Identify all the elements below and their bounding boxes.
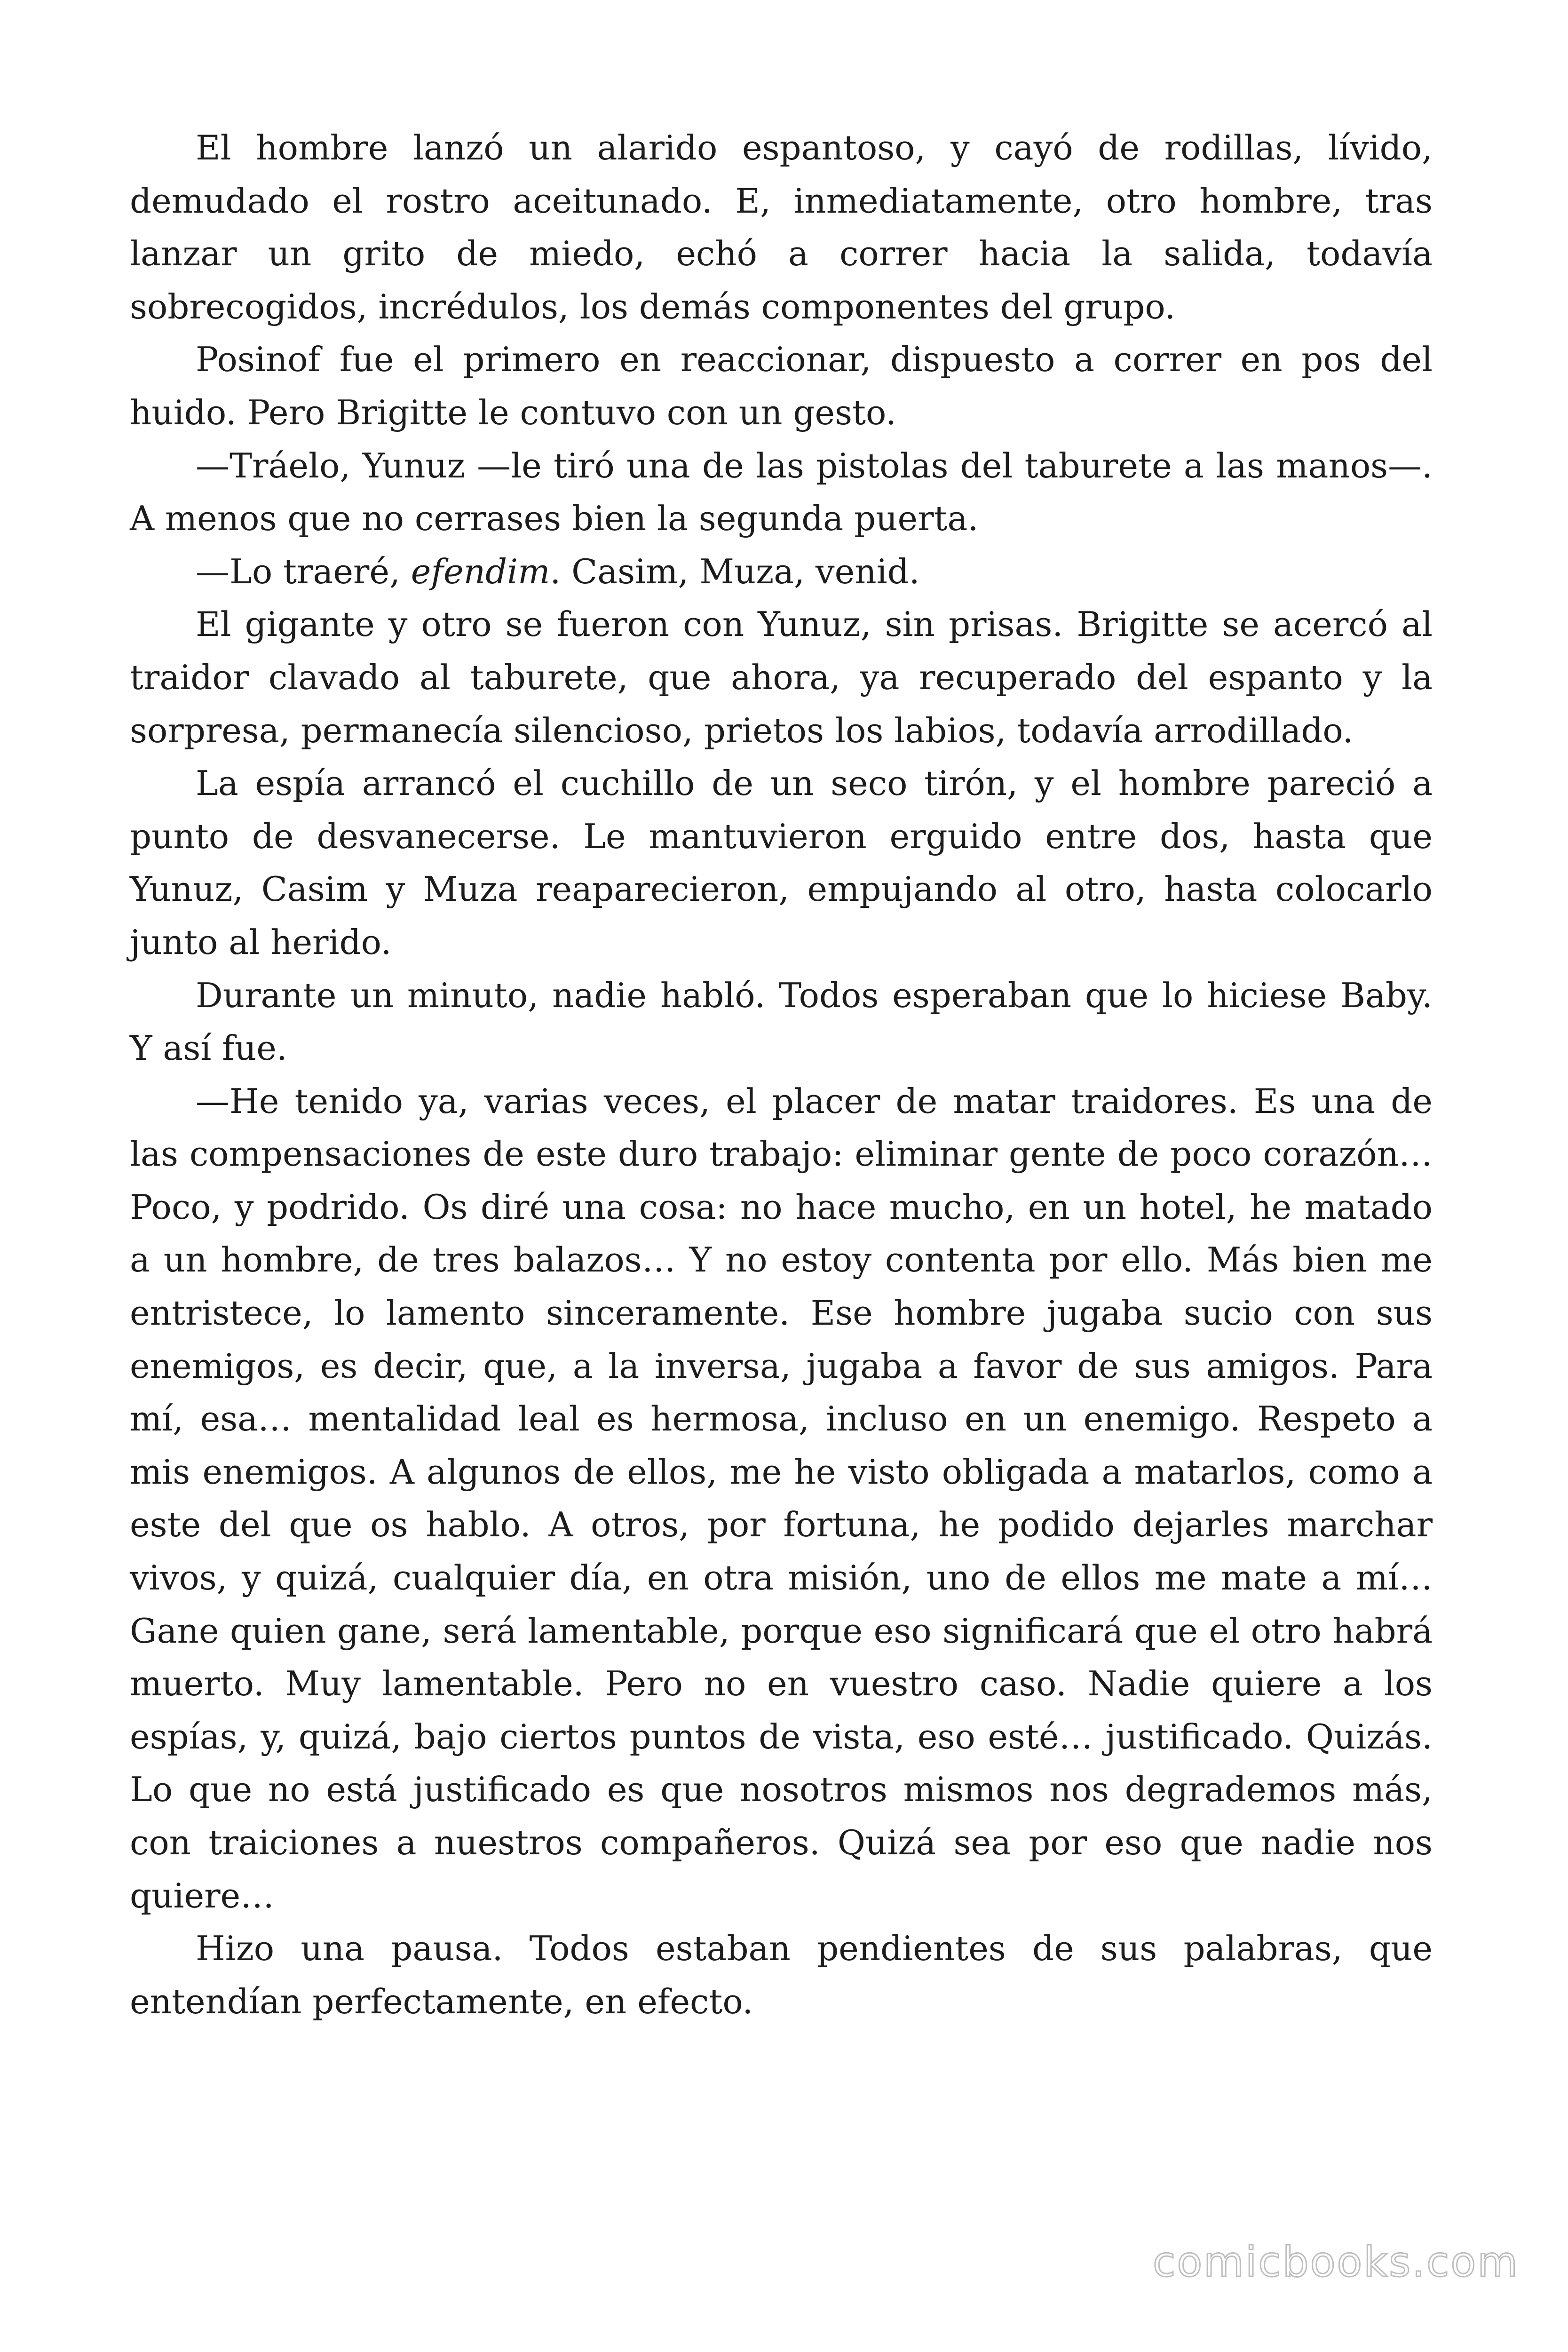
paragraph-4	[130, 545, 1433, 598]
page-text	[130, 121, 1433, 2028]
paragraph-9: Hizo una pausa. Todos estaban pendientes de sus palabras, que entendían perfectamente, en efecto.	[130, 1929, 1433, 2021]
paragraph-4-before: —Lo traeré,	[196, 551, 411, 591]
paragraph-4-after: . Casim, Muza, venid.	[550, 551, 920, 591]
paragraph-1: El hombre lanzó un alarido espantoso, y cayó de rodillas, lívido, demudado el rostro aceitunado. E, inmediatamente, otro hombre, tras lanzar un grito de miedo, echó a correr hacia la salida, todavía sobrecogidos, incrédulos, los demás componentes del grupo.	[130, 128, 1433, 326]
paragraph-5: El gigante y otro se fueron con Yunuz, sin prisas. Brigitte se acercó al traidor clavado al taburete, que ahora, ya recuperado del espanto y la sorpresa, permanecía silencioso, prietos los labios, todavía arrodillado.	[130, 604, 1433, 750]
paragraph-3: —Tráelo, Yunuz —le tiró una de las pistolas del taburete a las manos—. A menos que no cerrases bien la segunda puerta.	[130, 445, 1433, 539]
paragraph-7: Durante un minuto, nadie habló. Todos esperaban que lo hiciese Baby. Y así fue.	[130, 975, 1433, 1068]
paragraph-8: —He tenido ya, varias veces, el placer de matar traidores. Es una de las compensaciones de este duro trabajo: eliminar gente de poco corazón… Poco, y podrido. Os diré una cosa: no hace mucho, en un hotel, he matado a un hombre, de tres balazos… Y no estoy contenta por ello. Más bien me entristece, lo lamento sinceramente. Ese hombre jugaba sucio con sus enemigos, es decir, que, a la inversa, jugaba a favor de sus amigos. Para mí, esa… mentalidad leal es hermosa, incluso en un enemigo. Respeto a mis enemigos. A algunos de ellos, me he visto obligada a matarlos, como a este del que os hablo. A otros, por fortuna, he podido dejarles marchar vivos, y quizá, cualquier día, en otra misión, uno de ellos me mate a mí… Gane quien gane, será lamentable, porque eso significará que el otro habrá muerto. Muy lamentable. Pero no en vuestro caso. Nadie quiere a los espías, y, quizá, bajo ciertos puntos de vista, eso esté… justificado. Quizás. Lo que no está justificado es que nosotros mismos nos degrademos más, con traiciones a nuestros compañeros. Quizá sea por eso que nadie nos quiere…	[130, 1081, 1433, 1915]
paragraph-2: Posinof fue el primero en reaccionar, dispuesto a correr en pos del huido. Pero Brigitte le contuvo con un gesto.	[130, 340, 1433, 432]
paragraph-6: La espía arrancó el cuchillo de un seco tirón, y el hombre pareció a punto de desvanecerse. Le mantuvieron erguido entre dos, hasta que Yunuz, Casim y Muza reaparecieron, empujando al otro, hasta colocarlo junto al herido.	[130, 763, 1433, 962]
watermark: comicbooks.com	[1152, 2238, 1519, 2286]
paragraph-4-emphasis: efendim	[411, 551, 550, 591]
